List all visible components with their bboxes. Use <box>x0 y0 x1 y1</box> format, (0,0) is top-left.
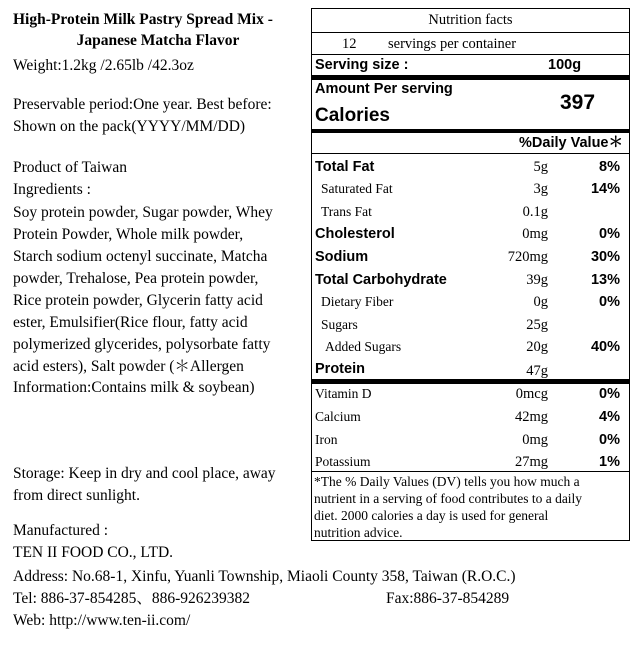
servings-count: 12 <box>342 36 357 52</box>
divider <box>312 471 629 472</box>
nutrient-amount: 0mg <box>522 226 548 242</box>
amount-per-serving: Amount Per serving <box>315 81 453 97</box>
ingredients-line: Starch sodium octenyl succinate, Matcha <box>13 248 268 265</box>
nutrient-name: Sodium <box>315 249 369 265</box>
daily-value-header: %Daily Value＊ <box>519 135 623 151</box>
nutrient-amount: 47g <box>526 363 548 379</box>
nutrient-name: Vitamin D <box>315 386 372 401</box>
ingredients-line: Information:Contains milk & soybean) <box>13 379 255 396</box>
ingredients-label: Ingredients : <box>13 181 91 198</box>
nutrient-dv: 0% <box>599 432 620 448</box>
nutrient-name: Potassium <box>315 454 371 469</box>
nutrient-dv: 8% <box>599 159 620 175</box>
calories-label: Calories <box>315 105 390 126</box>
storage-text-line1: Storage: Keep in dry and cool place, away <box>13 465 276 482</box>
nutrient-amount: 0.1g <box>522 204 548 220</box>
fax-text: Fax:886-37-854289 <box>386 590 510 607</box>
address-text: Address: No.68-1, Xinfu, Yuanli Township, Miaoli County 358, Taiwan (R.O.C.) <box>13 568 516 585</box>
nutrient-name: Added Sugars <box>325 339 402 354</box>
nutrient-dv: 0% <box>599 226 620 242</box>
divider <box>312 153 629 154</box>
nutrient-name: Protein <box>315 361 365 377</box>
nutrition-facts-panel <box>311 8 630 541</box>
nutrient-amount: 42mg <box>514 409 548 425</box>
nutrient-name: Calcium <box>315 409 361 424</box>
ingredients-line: powder, Trehalose, Pea protein powder, <box>13 270 259 287</box>
ingredients-line: Rice protein powder, Glycerin fatty acid <box>13 292 263 309</box>
footnote-line: nutrient in a serving of food contributes to a daily <box>314 491 583 506</box>
thick-divider <box>312 129 629 133</box>
storage-text-line2: from direct sunlight. <box>13 487 140 504</box>
servings-text: servings per container <box>388 36 517 52</box>
calories-value: 397 <box>560 91 596 114</box>
ingredients-line: ester, Emulsifier(Rice flour, fatty acid <box>13 314 248 331</box>
tel-text: Tel: 886-37-854285、886-926239382 <box>13 590 250 607</box>
footnote-line: nutrition advice. <box>314 525 403 540</box>
nutrient-dv: 30% <box>590 249 620 265</box>
ingredients-line: acid esters), Salt powder (＊Allergen <box>13 358 244 375</box>
company-name: TEN II FOOD CO., LTD. <box>13 544 174 561</box>
nutrition-header: Nutrition facts <box>428 12 513 28</box>
nutrient-dv: 14% <box>590 181 620 197</box>
nutrient-dv: 0% <box>599 386 620 402</box>
preserve-text-line1: Preservable period:One year. Best before: <box>13 96 272 113</box>
nutrient-amount: 720mg <box>507 249 548 265</box>
ingredients-line: Protein Powder, Whole milk powder, <box>13 226 244 243</box>
nutrient-name: Dietary Fiber <box>321 294 394 309</box>
nutrient-amount: 0g <box>533 294 548 310</box>
ingredients-line: Soy protein powder, Sugar powder, Whey <box>13 204 273 221</box>
nutrient-dv: 1% <box>599 454 620 470</box>
nutrient-dv: 13% <box>590 272 620 288</box>
origin-text: Product of Taiwan <box>13 159 127 176</box>
nutrient-amount: 39g <box>526 272 548 288</box>
nutrient-amount: 0mg <box>522 432 548 448</box>
footnote-line: *The % Daily Values (DV) tells you how much a <box>314 474 580 489</box>
nutrient-name: Total Fat <box>315 159 375 175</box>
divider <box>312 54 629 55</box>
nutrient-amount: 5g <box>533 159 548 175</box>
nutrient-name: Trans Fat <box>321 204 372 219</box>
preserve-text-line2: Shown on the pack(YYYY/MM/DD) <box>13 118 246 135</box>
serving-size-value: 100g <box>548 57 582 73</box>
nutrient-amount: 27mg <box>514 454 548 470</box>
nutrient-name: Saturated Fat <box>321 181 393 196</box>
nutrient-amount: 20g <box>526 339 548 355</box>
product-title-line1: High-Protein Milk Pastry Spread Mix - <box>13 11 273 28</box>
thick-divider <box>312 379 629 384</box>
nutrient-amount: 0mcg <box>515 386 548 402</box>
nutrient-name: Cholesterol <box>315 226 395 242</box>
web-text: Web: http://www.ten-ii.com/ <box>13 612 191 629</box>
nutrient-amount: 3g <box>533 181 548 197</box>
divider <box>312 32 629 33</box>
nutrient-name: Iron <box>315 432 338 447</box>
product-title-line2: Japanese Matcha Flavor <box>76 32 240 49</box>
nutrient-name: Total Carbohydrate <box>315 272 447 288</box>
nutrient-amount: 25g <box>526 317 548 333</box>
nutrient-name: Sugars <box>321 317 358 332</box>
weight-text: Weight:1.2kg /2.65lb /42.3oz <box>13 57 194 74</box>
nutrient-dv: 4% <box>599 409 620 425</box>
footnote-line: diet. 2000 calories a day is used for general <box>314 508 549 523</box>
manufactured-label: Manufactured : <box>13 522 109 539</box>
nutrient-dv: 40% <box>590 339 620 355</box>
nutrient-dv: 0% <box>599 294 620 310</box>
ingredients-line: polymerized glycerides, polysorbate fatty <box>13 336 271 353</box>
serving-size-label: Serving size : <box>315 57 409 73</box>
